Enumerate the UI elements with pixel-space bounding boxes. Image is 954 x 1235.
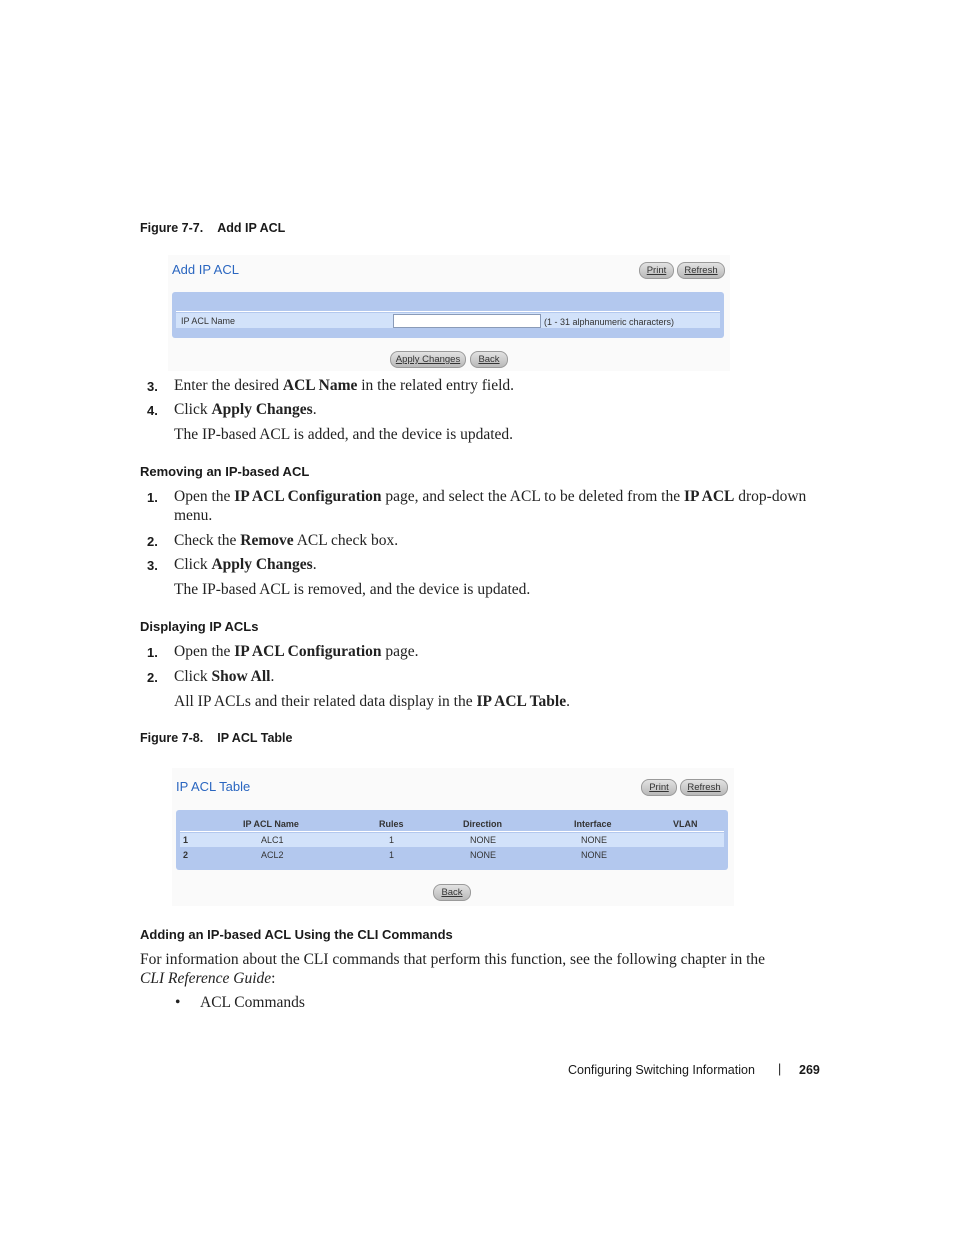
guide-title: CLI Reference Guide bbox=[140, 970, 272, 987]
table-cell: NONE bbox=[581, 850, 608, 860]
table-cell: 1 bbox=[389, 850, 395, 860]
table-cell: NONE bbox=[470, 850, 497, 860]
column-header: Rules bbox=[379, 819, 404, 829]
step-text-continued: menu. bbox=[174, 507, 213, 524]
add-ip-acl-screenshot bbox=[168, 255, 730, 371]
figure-caption bbox=[140, 221, 285, 235]
column-header: VLAN bbox=[673, 819, 698, 829]
step-text: Enter the desired ACL Name in the related entry field. bbox=[174, 377, 515, 394]
bullet-mark: • bbox=[175, 994, 181, 1011]
step-number: 3. bbox=[147, 558, 158, 573]
step-text: Click Apply Changes. bbox=[174, 556, 317, 573]
table-cell: ACL2 bbox=[261, 850, 284, 860]
field-hint: (1 - 31 alphanumeric characters) bbox=[544, 317, 675, 327]
refresh-button[interactable]: Refresh bbox=[680, 779, 728, 796]
cli-paragraph: For information about the CLI commands that perform this function, see the following chapter in the CLI Reference Guide: bbox=[140, 951, 766, 987]
refresh-button[interactable]: Refresh bbox=[677, 262, 725, 279]
step-text: Check the Remove ACL check box. bbox=[174, 532, 399, 549]
table-cell: NONE bbox=[470, 835, 497, 845]
step-number: 2. bbox=[147, 670, 158, 685]
print-button[interactable]: Print bbox=[641, 779, 677, 796]
step-number: 2. bbox=[147, 534, 158, 549]
column-header: Direction bbox=[463, 819, 503, 829]
figure-caption bbox=[140, 731, 292, 745]
column-header: Interface bbox=[574, 819, 612, 829]
step-number: 1. bbox=[147, 645, 158, 660]
footer-separator: | bbox=[778, 1062, 782, 1076]
ip-acl-table-screenshot bbox=[172, 768, 734, 906]
section-heading: Adding an IP-based ACL Using the CLI Commands bbox=[140, 927, 453, 942]
figure-number: Figure 7-8. bbox=[140, 731, 204, 745]
step-text: Click Show All. bbox=[174, 668, 275, 685]
ip-acl-name-label: IP ACL Name bbox=[181, 316, 236, 326]
footer-section: Configuring Switching Information bbox=[568, 1063, 755, 1077]
form-box bbox=[172, 292, 724, 338]
acl-table bbox=[176, 810, 728, 870]
row-index: 2 bbox=[183, 850, 189, 860]
ui-page-title: Add IP ACL bbox=[172, 262, 239, 277]
table-cell: 1 bbox=[389, 835, 395, 845]
result-paragraph: All IP ACLs and their related data display in the IP ACL Table. bbox=[174, 693, 570, 710]
figure-number: Figure 7-7. bbox=[140, 221, 204, 235]
result-paragraph: The IP-based ACL is added, and the device is updated. bbox=[174, 426, 514, 443]
figure-title: IP ACL Table bbox=[217, 731, 293, 745]
step-number: 1. bbox=[147, 490, 158, 505]
page-number: 269 bbox=[799, 1063, 820, 1077]
ui-page-title: IP ACL Table bbox=[176, 779, 251, 794]
apply-changes-button[interactable]: Apply Changes bbox=[390, 351, 466, 368]
step-number: 4. bbox=[147, 403, 158, 418]
ip-acl-name-input[interactable] bbox=[393, 314, 541, 328]
section-heading: Displaying IP ACLs bbox=[140, 619, 259, 634]
figure-title: Add IP ACL bbox=[217, 221, 286, 235]
row-index: 1 bbox=[183, 835, 189, 845]
result-paragraph: The IP-based ACL is removed, and the device is updated. bbox=[174, 581, 531, 598]
step-text: Open the IP ACL Configuration page. bbox=[174, 643, 419, 660]
table-cell: ALC1 bbox=[261, 835, 284, 845]
back-button[interactable]: Back bbox=[470, 351, 508, 368]
table-cell: NONE bbox=[581, 835, 608, 845]
print-button[interactable]: Print bbox=[639, 262, 674, 279]
step-text: Click Apply Changes. bbox=[174, 401, 317, 418]
back-button[interactable]: Back bbox=[433, 884, 471, 901]
section-heading: Removing an IP-based ACL bbox=[140, 464, 310, 479]
column-header: IP ACL Name bbox=[243, 819, 299, 829]
bullet-text: ACL Commands bbox=[200, 994, 305, 1011]
step-text: Open the IP ACL Configuration page, and select the ACL to be deleted from the IP ACL drop-down bbox=[174, 488, 807, 505]
step-number: 3. bbox=[147, 379, 158, 394]
